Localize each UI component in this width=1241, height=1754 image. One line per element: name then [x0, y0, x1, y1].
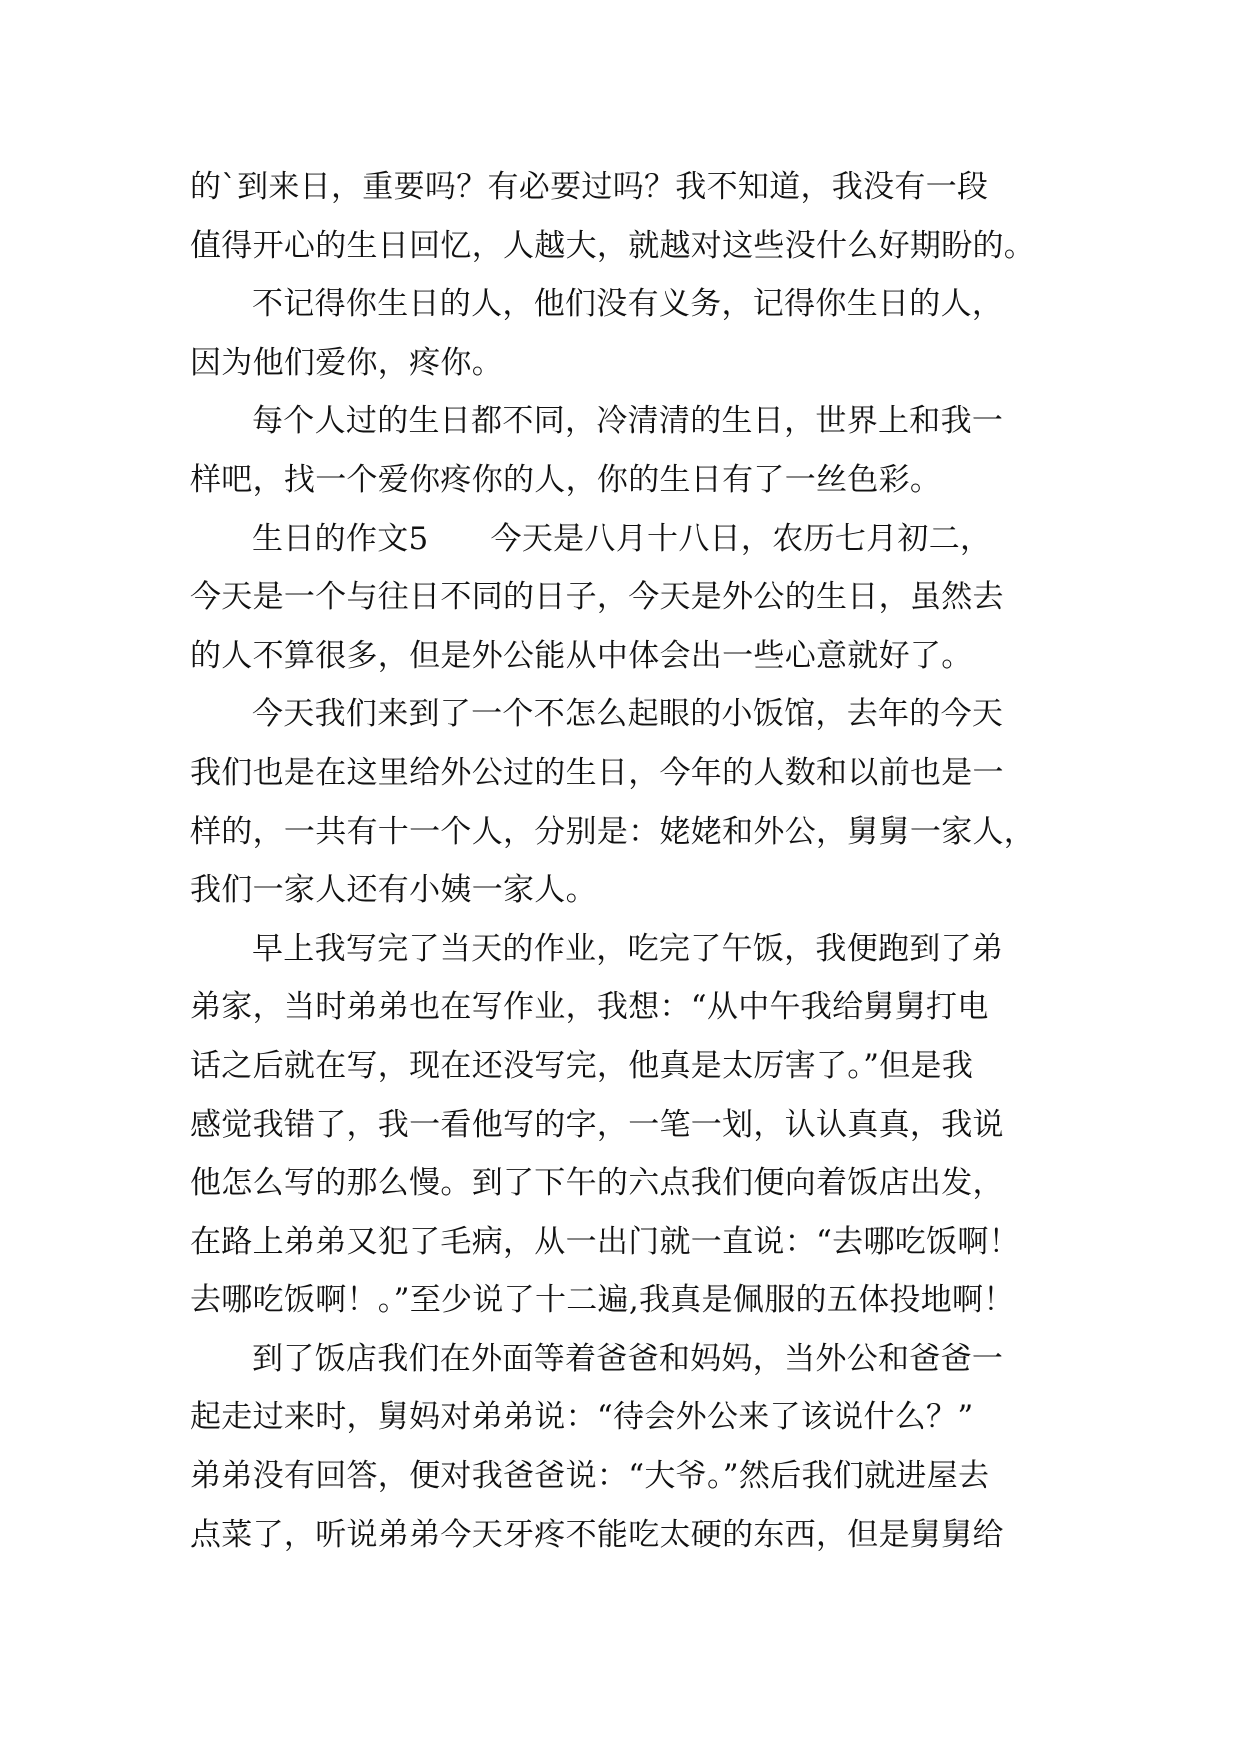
text-line: 感觉我错了，我一看他写的字，一笔一划，认认真真，我说 [190, 1106, 1004, 1143]
text-line: 每个人过的生日都不同，冷清清的生日，世界上和我一 [252, 403, 1004, 440]
text-line [190, 510, 1056, 569]
article-body [190, 158, 1056, 1564]
text-line: 样的，一共有十一个人，分别是：姥姥和外公，舅舅一家人， [190, 813, 1036, 850]
text-line: 样吧，找一个爱你疼你的人，你的生日有了一丝色彩。 [190, 461, 942, 498]
paragraph [190, 685, 1056, 919]
text-line: 不记得你生日的人，他们没有义务，记得你生日的人， [252, 286, 1004, 323]
text-line: 我们一家人还有小姨一家人。 [190, 872, 597, 909]
text-line: 去哪吃饭啊！。”至少说了十二遍,我真是佩服的五体投地啊！ [190, 1282, 1015, 1319]
paragraph [190, 510, 1056, 686]
text-line: 到了饭店我们在外面等着爸爸和妈妈，当外公和爸爸一 [252, 1340, 1004, 1377]
text-line: 的人不算很多，但是外公能从中体会出一些心意就好了。 [190, 637, 973, 674]
text-line: 早上我写完了当天的作业，吃完了午饭，我便跑到了弟 [252, 930, 1004, 967]
text-line: 今天我们来到了一个不怎么起眼的小饭馆，去年的今天 [252, 696, 1004, 733]
text-line: 他怎么写的那么慢。到了下午的六点我们便向着饭店出发， [190, 1165, 1004, 1202]
paragraph [190, 920, 1056, 1330]
text-line: 起走过来时，舅妈对弟弟说：“待会外公来了该说什么？” [190, 1399, 974, 1436]
text-line: 我们也是在这里给外公过的生日，今年的人数和以前也是一 [190, 754, 1004, 791]
text-line: 值得开心的生日回忆，人越大，就越对这些没什么好期盼的。 [190, 227, 1036, 264]
text-line: 弟弟没有回答，便对我爸爸说：“大爷。”然后我们就进屋去 [190, 1458, 990, 1495]
paragraph [190, 1330, 1056, 1564]
text-line: 弟家，当时弟弟也在写作业，我想：“从中午我给舅舅打电 [190, 989, 989, 1026]
paragraph [190, 275, 1056, 392]
text-line: 在路上弟弟又犯了毛病，从一出门就一直说：“去哪吃饭啊！ [190, 1223, 1020, 1260]
text-line: 点菜了，听说弟弟今天牙疼不能吃太硬的东西，但是舅舅给 [190, 1516, 1004, 1553]
text-line: 因为他们爱你，疼你。 [190, 344, 503, 381]
text-line: 今天是一个与往日不同的日子，今天是外公的生日，虽然去 [190, 579, 1004, 616]
text-line: 话之后就在写，现在还没写完，他真是太厉害了。”但是我 [190, 1047, 974, 1084]
section-heading: 生日的作文5 [252, 520, 429, 557]
paragraph [190, 158, 1056, 275]
text-line: 的`到来日，重要吗？有必要过吗？我不知道，我没有一段 [190, 169, 989, 205]
paragraph [190, 392, 1056, 509]
text-run: 今天是八月十八日，农历七月初二， [490, 520, 992, 557]
